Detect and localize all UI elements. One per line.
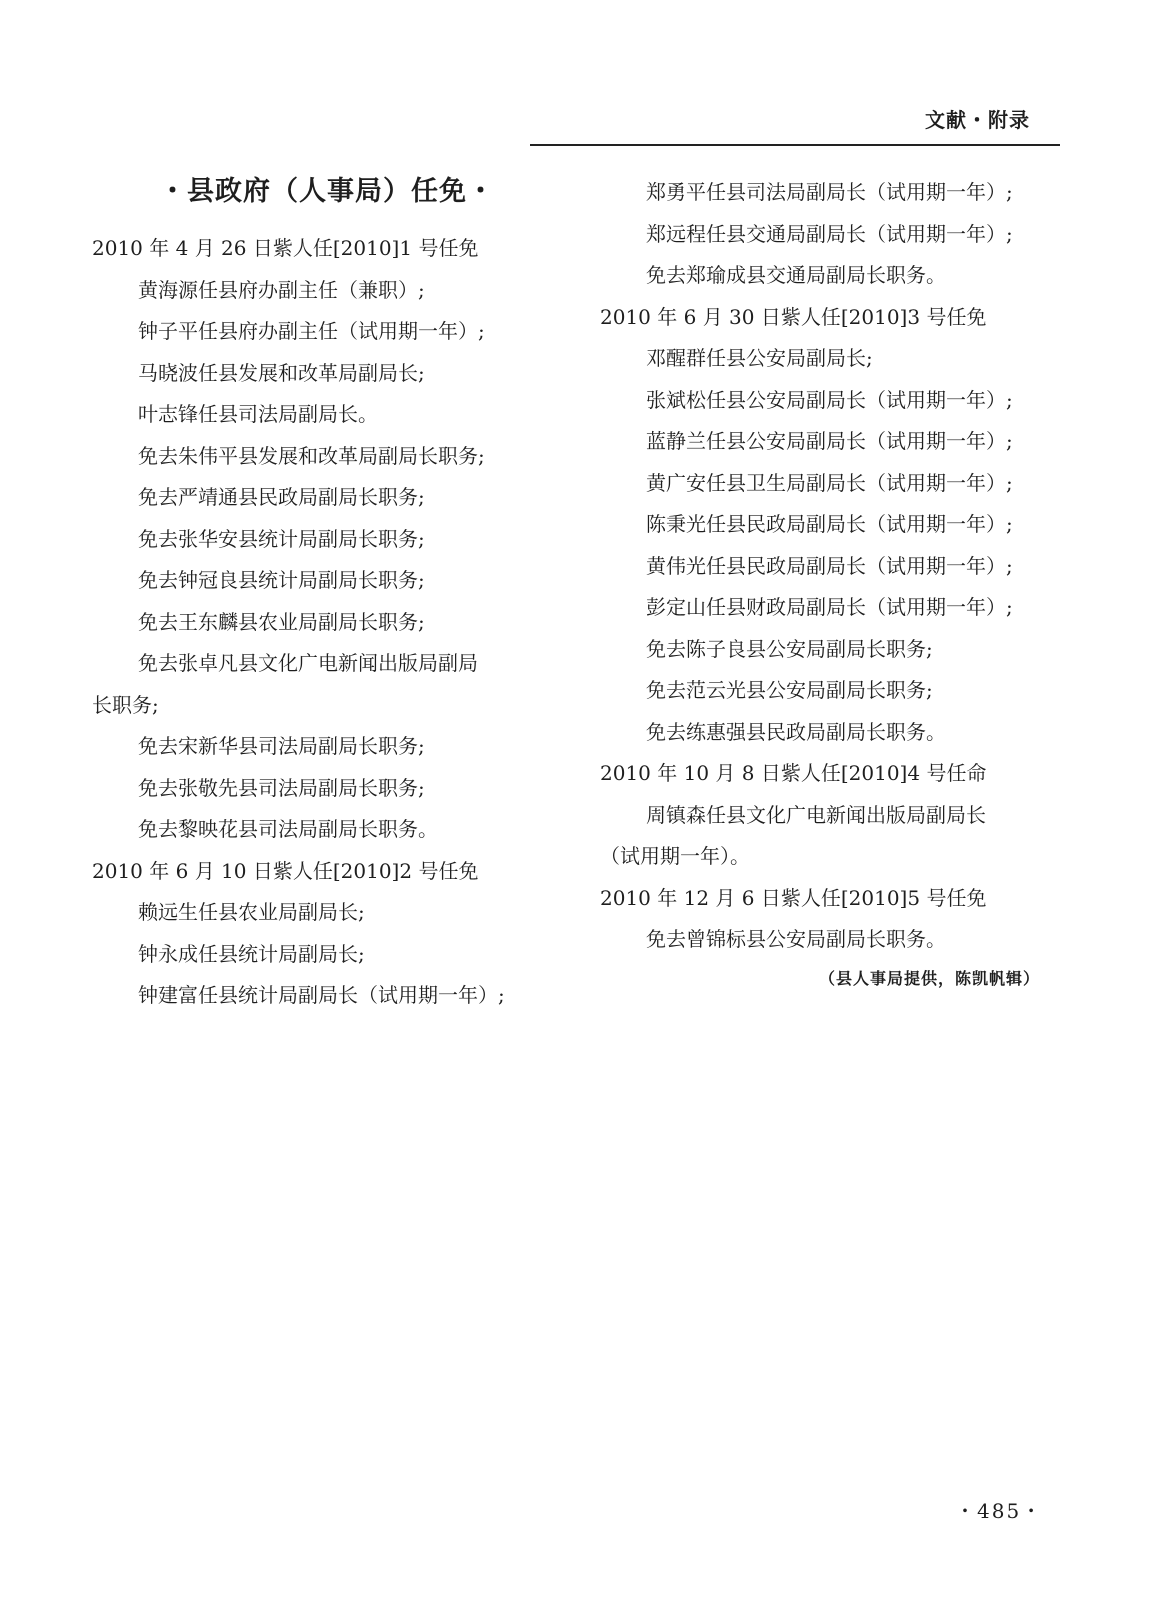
appointment-date-heading: 2010 年 6 月 10 日紫人任[2010]2 号任免 [92, 858, 479, 883]
page-title: ・县政府（人事局）任免・ [159, 176, 495, 207]
text-continuation: （试用期一年）。 [600, 844, 750, 868]
appointment-item: 免去曾锦标县公安局副局长职务。 [646, 927, 946, 951]
appointment-date-heading: 2010 年 12 月 6 日紫人任[2010]5 号任免 [600, 885, 987, 910]
appointment-item: 黄广安任县卫生局副局长（试用期一年）; [646, 470, 1013, 495]
appointment-item: 陈秉光任县民政局副局长（试用期一年）; [646, 512, 1013, 536]
appointment-item: 免去范云光县公安局副局长职务; [646, 678, 933, 702]
right-lines [600, 172, 1060, 961]
appointment-item: 钟子平任县府办副主任（试用期一年）; [138, 319, 485, 343]
appointment-item: 马晓波任县发展和改革局副局长; [138, 360, 425, 385]
appointment-item: 郑远程任县交通局副局长（试用期一年）; [646, 221, 1013, 246]
appointment-item: 钟建富任县统计局副局长（试用期一年）; [138, 983, 505, 1007]
appointment-item: 免去朱伟平县发展和改革局副局长职务; [138, 443, 485, 468]
appointment-item: 免去练惠强县民政局副局长职务。 [646, 719, 946, 744]
appointment-item: 黄伟光任县民政局副局长（试用期一年）; [646, 553, 1013, 578]
running-header [530, 100, 1060, 146]
page-number: ・485・ [955, 1499, 1044, 1523]
appointment-item: 免去严靖通县民政局副局长职务; [138, 485, 425, 509]
appointment-item: 钟永成任县统计局副局长; [138, 941, 365, 966]
appointment-item: 赖远生任县农业局副局长; [138, 900, 365, 924]
appointment-item: 张斌松任县公安局副局长（试用期一年）; [646, 387, 1013, 412]
appointment-item: 免去王东麟县农业局副局长职务; [138, 609, 425, 634]
appointment-item: 彭定山任县财政局副局长（试用期一年）; [646, 595, 1013, 619]
appointment-item: 免去黎映花县司法局副局长职务。 [138, 817, 438, 841]
appointment-item: 黄海源任县府办副主任（兼职）; [138, 277, 425, 302]
appointment-item: 免去张敬先县司法局副局长职务; [138, 775, 425, 800]
appointment-item: 邓醒群任县公安局副局长; [646, 346, 873, 370]
appointment-date-heading: 2010 年 10 月 8 日紫人任[2010]4 号任命 [600, 761, 987, 785]
appointment-item: 免去陈子良县公安局副局长职务; [646, 636, 933, 661]
appointment-item: 周镇森任县文化广电新闻出版局副局长 [646, 802, 986, 827]
appointment-item: 免去钟冠良县统计局副局长职务; [138, 568, 425, 592]
left-lines [92, 228, 552, 1017]
right-column [600, 172, 1060, 997]
left-column [92, 172, 552, 1017]
appointment-item: 免去郑瑜成县交通局副局长职务。 [646, 263, 946, 287]
appointment-item: 免去张华安县统计局副局长职务; [138, 526, 425, 551]
section-label: 文献・附录 [925, 108, 1030, 132]
appointment-date-heading: 2010 年 6 月 30 日紫人任[2010]3 号任免 [600, 304, 987, 329]
appointment-item: 免去张卓凡县文化广电新闻出版局副局 [138, 651, 478, 675]
appointment-item: 郑勇平任县司法局副局长（试用期一年）; [646, 180, 1013, 204]
text-continuation: 长职务; [92, 692, 159, 717]
appointment-item: 蓝静兰任县公安局副局长（试用期一年）; [646, 429, 1013, 453]
credit-note: （县人事局提供，陈凯帆辑） [818, 968, 1040, 988]
appointment-date-heading: 2010 年 4 月 26 日紫人任[2010]1 号任免 [92, 236, 479, 260]
appointment-item: 免去宋新华县司法局副局长职务; [138, 734, 425, 758]
appointment-item: 叶志锋任县司法局副局长。 [138, 402, 378, 426]
